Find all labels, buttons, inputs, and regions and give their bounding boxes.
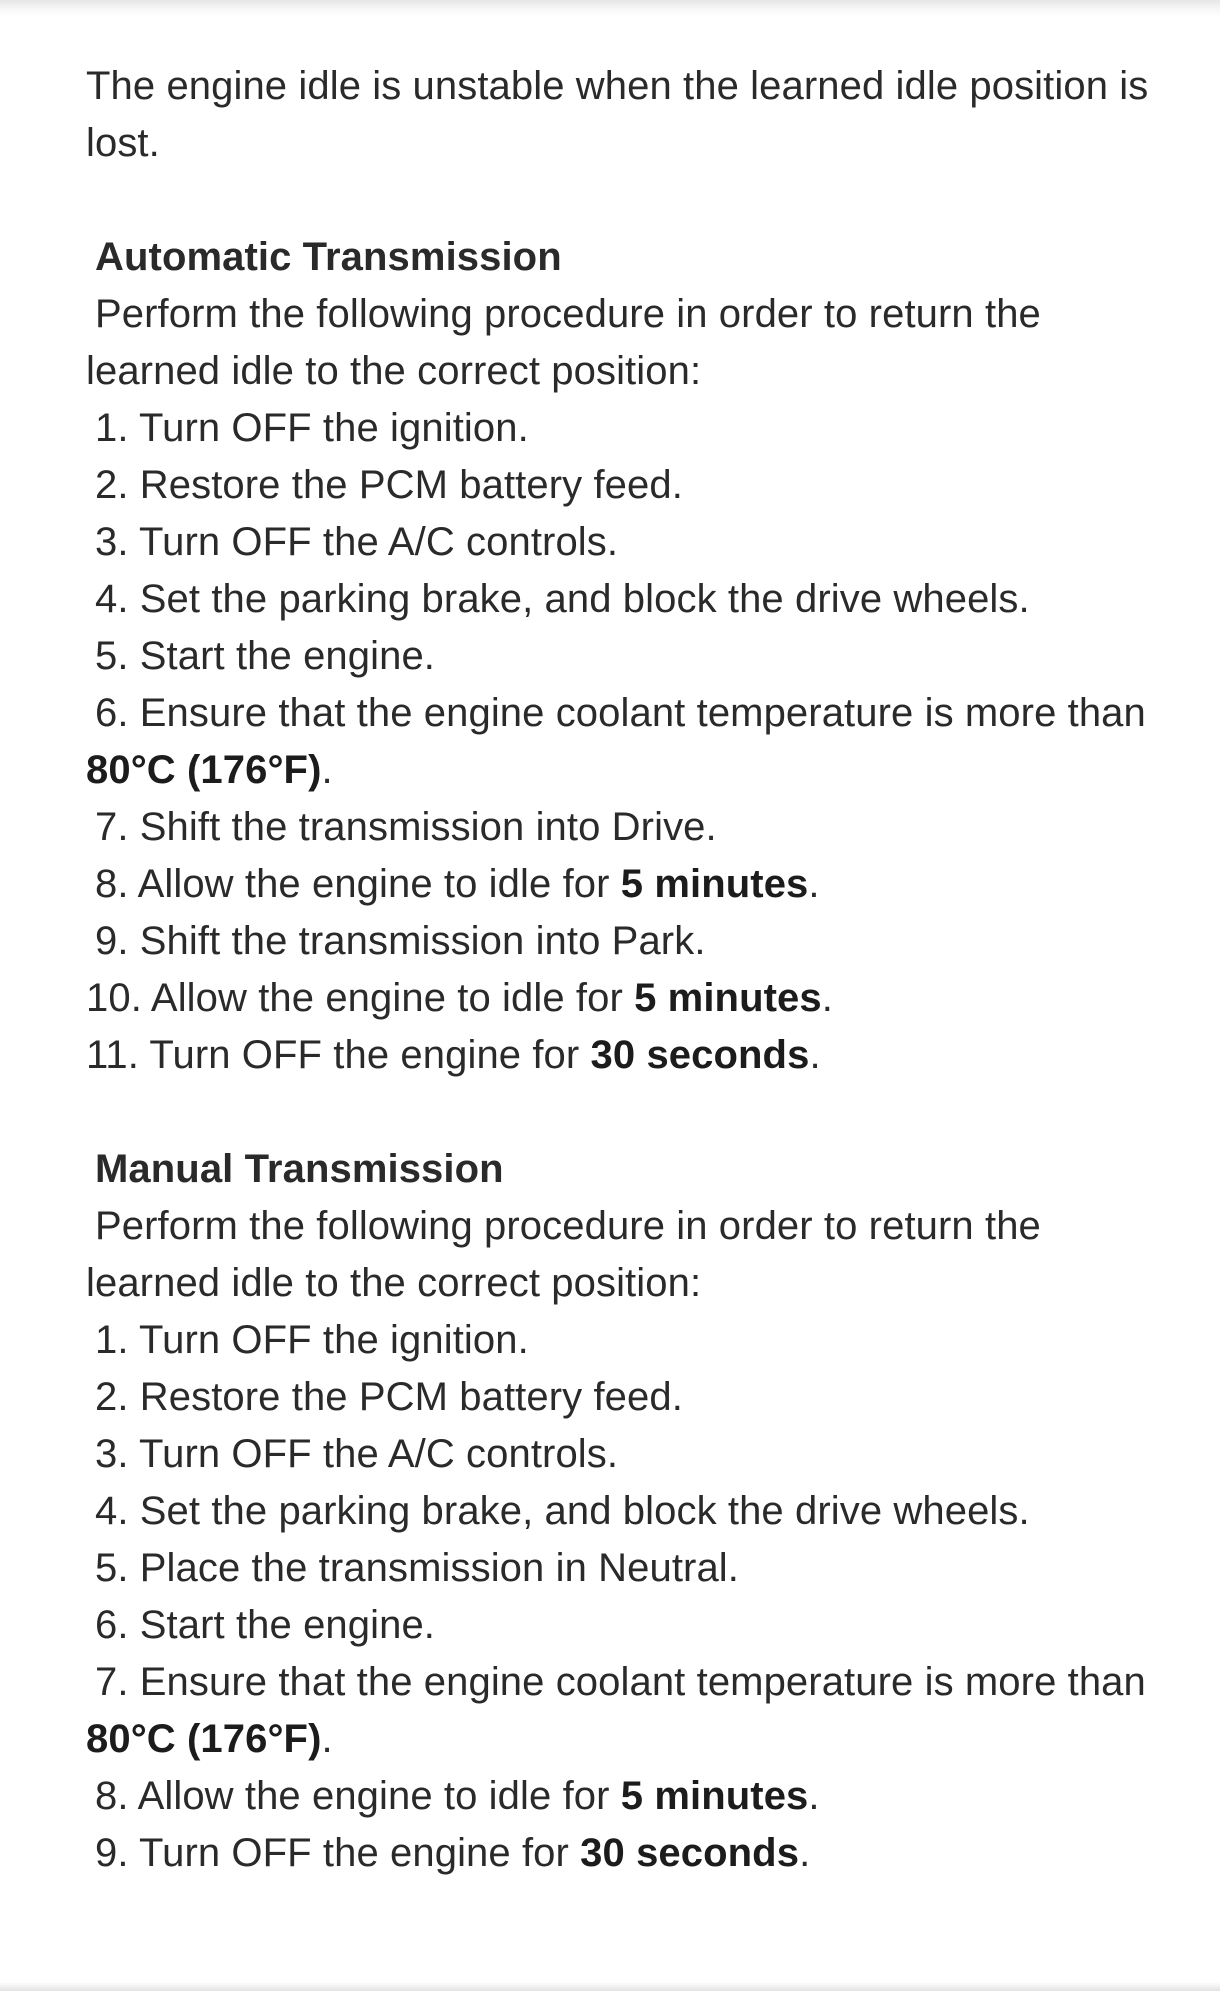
step-text: .: [808, 862, 820, 906]
emphasis-value: 5 minutes: [620, 1774, 809, 1818]
emphasis-value: 80°C (176°F): [86, 1717, 322, 1761]
emphasis-value: 30 seconds: [580, 1831, 800, 1875]
lead-line: learned idle to the correct position:: [86, 1261, 702, 1305]
step-text: .: [808, 1774, 820, 1818]
step-text: .: [821, 976, 833, 1020]
step-item: [86, 1768, 1166, 1825]
step-item: [86, 1825, 1166, 1882]
step-item: 1. Turn OFF the ignition.: [95, 1318, 529, 1362]
step-item-continued: [86, 742, 1166, 799]
step-text: 9. Turn OFF the engine for: [95, 1831, 581, 1875]
step-item: 6. Start the engine.: [95, 1603, 436, 1647]
step-item: 7. Shift the transmission into Drive.: [95, 805, 717, 849]
manual-transmission-section: [86, 1141, 1166, 1882]
step-text: 8. Allow the engine to idle for: [95, 862, 621, 906]
intro-line: The engine idle is unstable when the learned idle position is: [86, 64, 1149, 108]
step-text: 10. Allow the engine to idle for: [86, 976, 635, 1020]
step-item: 2. Restore the PCM battery feed.: [95, 1375, 683, 1419]
step-item: 5. Place the transmission in Neutral.: [95, 1546, 739, 1590]
automatic-transmission-section: [86, 229, 1166, 1084]
step-text: 8. Allow the engine to idle for: [95, 1774, 621, 1818]
emphasis-value: 80°C (176°F): [86, 748, 322, 792]
intro-line: lost.: [86, 121, 160, 165]
step-text: .: [809, 1033, 821, 1077]
step-item-continued: [86, 1711, 1166, 1768]
intro-paragraph: [86, 58, 1166, 172]
step-item: 4. Set the parking brake, and block the drive wheels.: [95, 1489, 1030, 1533]
emphasis-value: 30 seconds: [590, 1033, 810, 1077]
bottom-edge: [0, 1982, 1220, 1991]
step-item: 3. Turn OFF the A/C controls.: [95, 1432, 619, 1476]
step-item: 6. Ensure that the engine coolant temperature is more than: [95, 691, 1146, 735]
step-text: 11. Turn OFF the engine for: [86, 1033, 591, 1077]
step-text: .: [321, 1717, 333, 1761]
section-heading: Automatic Transmission: [95, 235, 562, 279]
step-text: .: [799, 1831, 811, 1875]
document-body: [86, 58, 1166, 1882]
top-shadow: [0, 0, 1220, 16]
lead-line: learned idle to the correct position:: [86, 349, 702, 393]
step-text: .: [321, 748, 333, 792]
step-item: 7. Ensure that the engine coolant temperature is more than: [95, 1660, 1146, 1704]
step-item: [86, 1027, 1166, 1084]
section-gap: [86, 172, 1166, 229]
step-item: 3. Turn OFF the A/C controls.: [95, 520, 619, 564]
emphasis-value: 5 minutes: [634, 976, 822, 1020]
section-gap: [86, 1084, 1166, 1141]
step-item: [86, 970, 1166, 1027]
emphasis-value: 5 minutes: [620, 862, 809, 906]
lead-line: Perform the following procedure in order to return the: [95, 1204, 1041, 1248]
step-item: 9. Shift the transmission into Park.: [95, 919, 706, 963]
step-item: 5. Start the engine.: [95, 634, 436, 678]
step-item: 2. Restore the PCM battery feed.: [95, 463, 683, 507]
section-heading: Manual Transmission: [95, 1147, 504, 1191]
lead-line: Perform the following procedure in order to return the: [95, 292, 1041, 336]
step-item: 4. Set the parking brake, and block the drive wheels.: [95, 577, 1030, 621]
step-item: [86, 856, 1166, 913]
step-item: 1. Turn OFF the ignition.: [95, 406, 529, 450]
